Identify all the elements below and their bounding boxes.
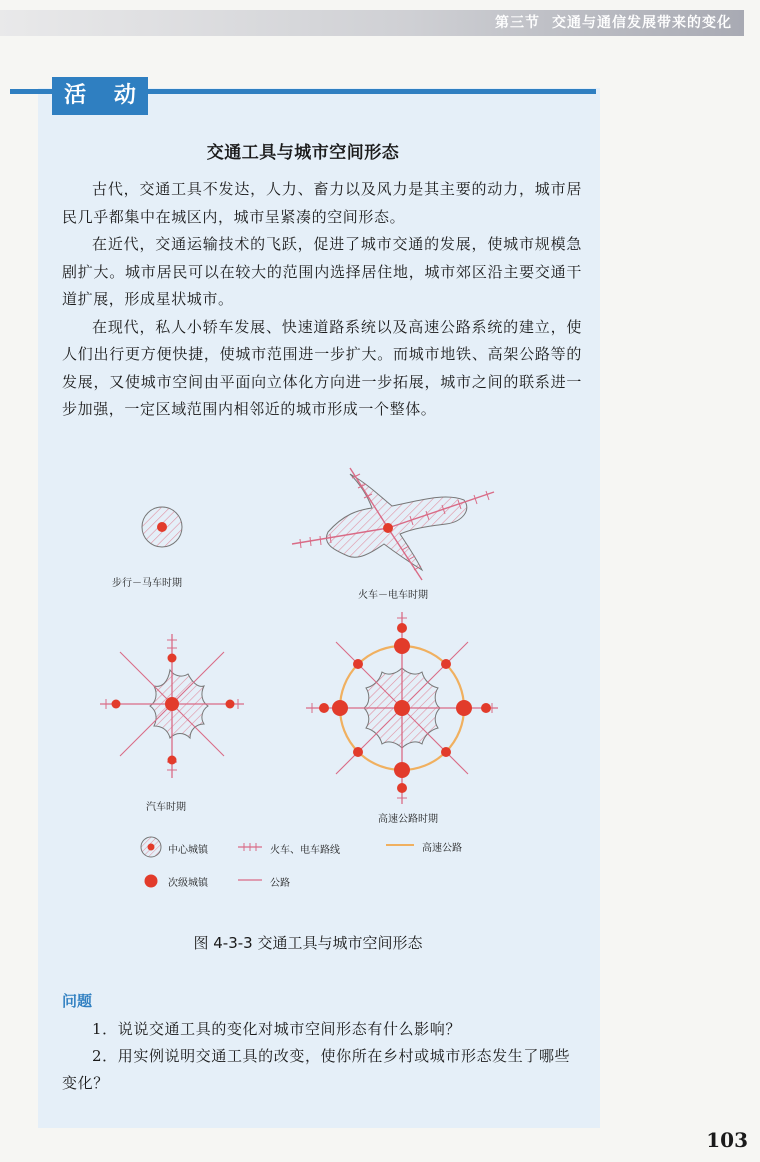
label-rail-era: 火车－电车时期 xyxy=(358,590,428,601)
highway-secondary-town xyxy=(456,700,472,716)
highway-secondary-town xyxy=(394,762,410,778)
walk-central-town xyxy=(157,522,167,532)
highway-ring-town xyxy=(353,659,363,669)
figure-urban-forms xyxy=(96,462,516,922)
highway-secondary-town xyxy=(332,700,348,716)
article-body xyxy=(62,176,582,424)
highway-ring-town xyxy=(353,747,363,757)
car-secondary-town xyxy=(168,756,177,765)
paragraph-modern-early: 在近代，交通运输技术的飞跃，促进了城市交通的发展，使城市规模急剧扩大。城市居民可以在较大的范围内选择居住地，城市郊区沿主要交通干道扩展，形成星状城市。 xyxy=(62,235,582,308)
highway-outer-town xyxy=(397,623,407,633)
highway-ring-town xyxy=(441,747,451,757)
highway-central-town xyxy=(394,700,410,716)
legend-central-town: 中心城镇 xyxy=(168,845,208,856)
panel-walk-diagram xyxy=(142,507,182,547)
legend-secondary-town-symbol xyxy=(145,875,158,888)
car-secondary-town xyxy=(112,700,121,709)
questions-list xyxy=(62,1016,577,1097)
questions-heading: 问题 xyxy=(62,992,93,1010)
article-title: 交通工具与城市空间形态 xyxy=(206,143,400,163)
activity-badge: 活 动 xyxy=(52,77,148,115)
panel-rail-diagram xyxy=(292,468,494,580)
panel-highway-diagram xyxy=(306,612,498,804)
paragraph-ancient: 古代，交通工具不发达，人力、畜力以及风力是其主要的动力，城市居民几乎都集中在城区内，城市呈紧凑的空间形态。 xyxy=(62,180,582,226)
car-secondary-town xyxy=(168,654,177,663)
car-secondary-town xyxy=(226,700,235,709)
legend-secondary-town: 次级城镇 xyxy=(168,878,208,889)
chapter-header xyxy=(495,12,732,34)
legend-rail-line: 火车、电车路线 xyxy=(270,845,340,856)
paragraph-modern: 在现代，私人小轿车发展、快速道路系统以及高速公路系统的建立，使人们出行更方便快捷，使城市范围进一步扩大。而城市地铁、高架公路等的发展，又使城市空间由平面向立体化方向进一步拓展，城市之间的联系进一步加强，一定区域范围内相邻近的城市形成一个整体。 xyxy=(62,317,582,418)
legend-road: 公路 xyxy=(270,878,290,889)
page-number: 103 xyxy=(706,1128,748,1152)
highway-secondary-town xyxy=(394,638,410,654)
question-item: 2．用实例说明交通工具的改变，使你所在乡村或城市形态发生了哪些变化？ xyxy=(62,1047,571,1092)
legend-expressway: 高速公路 xyxy=(422,843,462,854)
section-number: 第三节 xyxy=(495,15,540,31)
label-car-era: 汽车时期 xyxy=(146,802,186,813)
car-central-town xyxy=(165,697,179,711)
label-walk-era: 步行－马车时期 xyxy=(112,578,182,589)
figure-caption: 图 4-3-3 交通工具与城市空间形态 xyxy=(193,934,423,952)
label-highway-era: 高速公路时期 xyxy=(378,814,438,825)
activity-rule-left xyxy=(10,89,52,94)
rail-central-town xyxy=(383,523,393,533)
section-title: 交通与通信发展带来的变化 xyxy=(552,15,732,31)
question-item: 1．说说交通工具的变化对城市空间形态有什么影响？ xyxy=(92,1020,461,1038)
panel-car-diagram xyxy=(100,634,244,778)
highway-outer-town xyxy=(319,703,329,713)
activity-rule xyxy=(148,89,596,94)
highway-ring-town xyxy=(441,659,451,669)
rail-city-area xyxy=(326,474,466,570)
highway-outer-town xyxy=(397,783,407,793)
highway-outer-town xyxy=(481,703,491,713)
